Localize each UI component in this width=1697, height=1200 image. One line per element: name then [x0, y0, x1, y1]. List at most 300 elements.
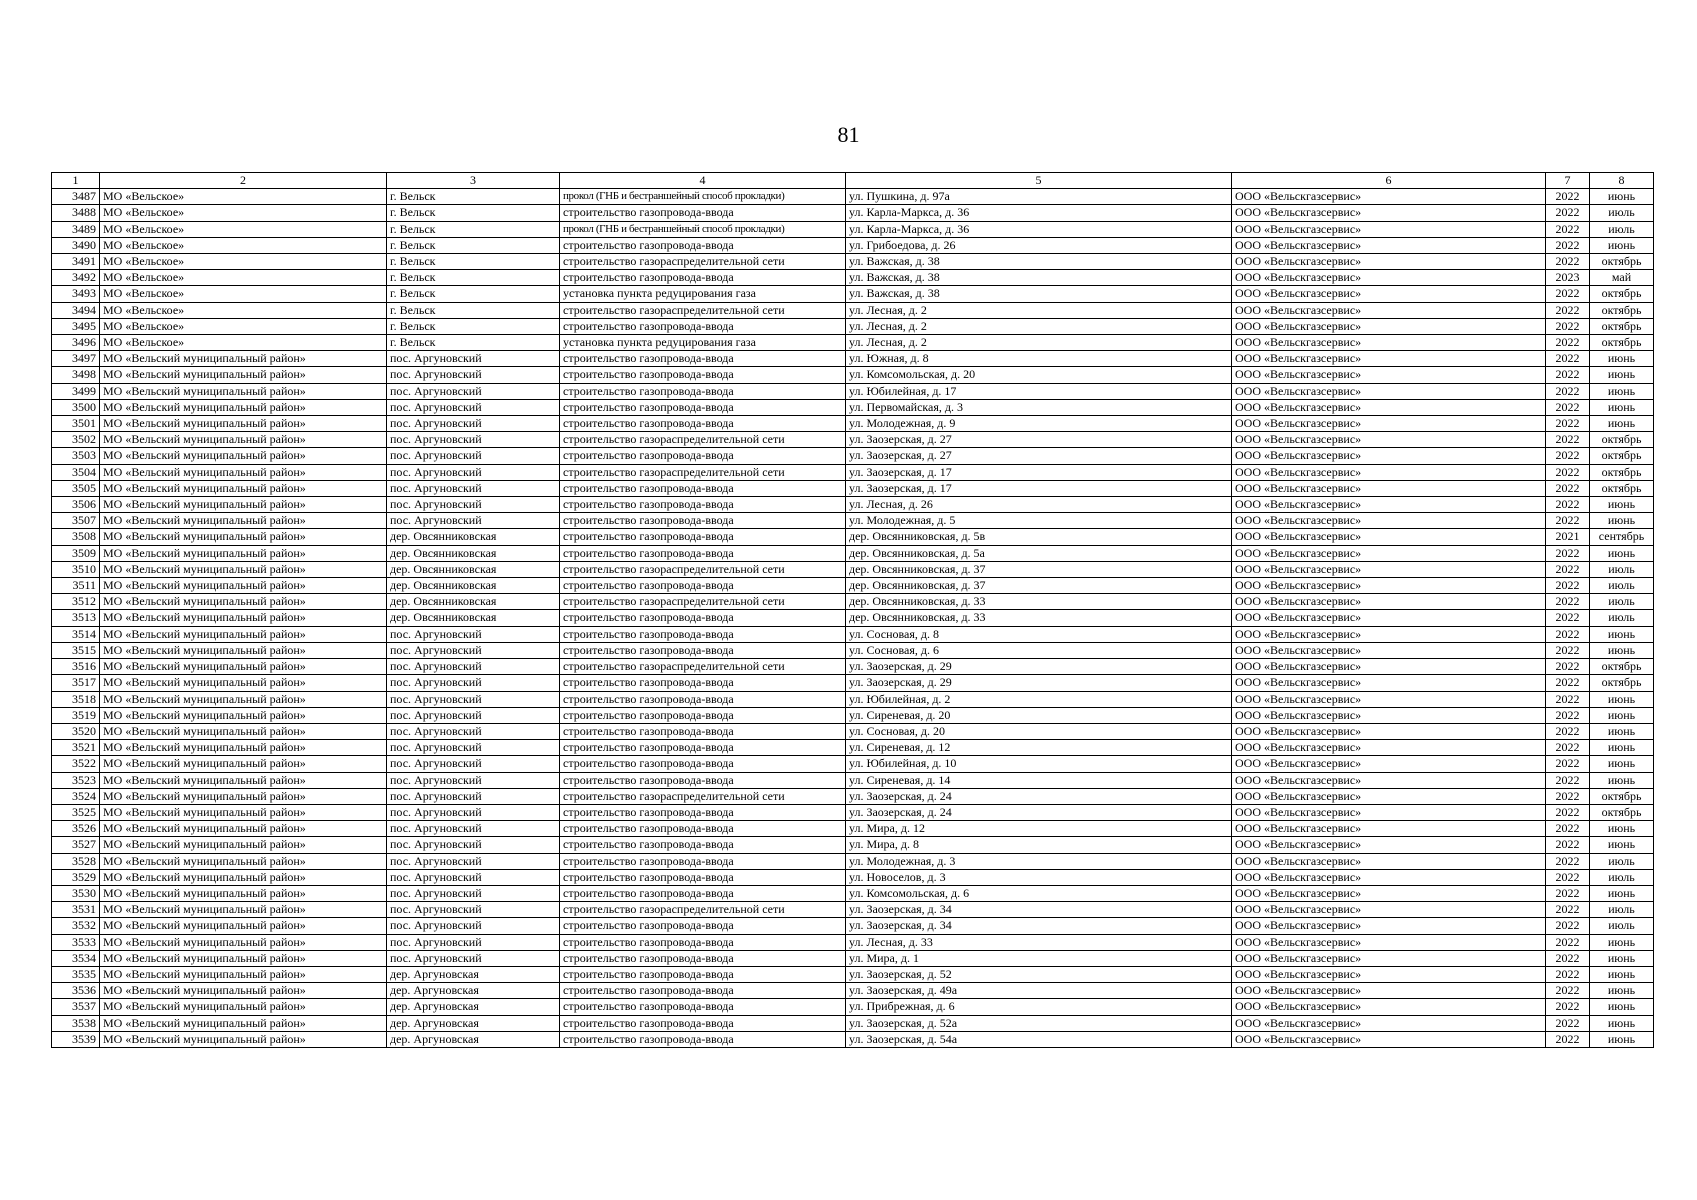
row-number-cell: 3511	[52, 578, 100, 594]
month-cell: июнь	[1590, 983, 1654, 999]
municipality-cell: МО «Вельский муниципальный район»	[100, 772, 387, 788]
year-cell: 2022	[1546, 902, 1590, 918]
table-row	[52, 902, 1654, 918]
municipality-cell: МО «Вельский муниципальный район»	[100, 821, 387, 837]
table-row	[52, 642, 1654, 658]
municipality-cell: МО «Вельский муниципальный район»	[100, 610, 387, 626]
contractor-cell: ООО «Вельскгазсервис»	[1232, 756, 1546, 772]
work-type-cell: строительство газопровода-ввода	[560, 950, 846, 966]
row-number-cell: 3525	[52, 804, 100, 820]
row-number-cell: 3501	[52, 416, 100, 432]
year-cell: 2022	[1546, 966, 1590, 982]
year-cell: 2022	[1546, 675, 1590, 691]
month-cell: сентябрь	[1590, 529, 1654, 545]
address-cell: ул. Мира, д. 12	[846, 821, 1232, 837]
work-type-cell: строительство газораспределительной сети	[560, 594, 846, 610]
row-number-cell: 3522	[52, 756, 100, 772]
settlement-cell: пос. Аргуновский	[387, 772, 560, 788]
municipality-cell: МО «Вельский муниципальный район»	[100, 351, 387, 367]
address-cell: ул. Лесная, д. 2	[846, 302, 1232, 318]
contractor-cell: ООО «Вельскгазсервис»	[1232, 529, 1546, 545]
address-cell: ул. Прибрежная, д. 6	[846, 999, 1232, 1015]
work-type-cell: строительство газопровода-ввода	[560, 740, 846, 756]
month-cell: июнь	[1590, 999, 1654, 1015]
table-row	[52, 610, 1654, 626]
address-cell: дер. Овсянниковская, д. 5а	[846, 545, 1232, 561]
work-type-cell: установка пункта редуцирования газа	[560, 286, 846, 302]
municipality-cell: МО «Вельское»	[100, 270, 387, 286]
work-type-cell: строительство газопровода-ввода	[560, 480, 846, 496]
table-row	[52, 659, 1654, 675]
year-cell: 2022	[1546, 237, 1590, 253]
row-number-cell: 3521	[52, 740, 100, 756]
contractor-cell: ООО «Вельскгазсервис»	[1232, 950, 1546, 966]
contractor-cell: ООО «Вельскгазсервис»	[1232, 885, 1546, 901]
work-type-cell: строительство газопровода-ввода	[560, 691, 846, 707]
table-row	[52, 999, 1654, 1015]
settlement-cell: пос. Аргуновский	[387, 740, 560, 756]
contractor-cell: ООО «Вельскгазсервис»	[1232, 869, 1546, 885]
address-cell: ул. Важская, д. 38	[846, 254, 1232, 270]
table-row	[52, 335, 1654, 351]
work-type-cell: строительство газопровода-ввода	[560, 837, 846, 853]
address-cell: ул. Новоселов, д. 3	[846, 869, 1232, 885]
work-type-cell: строительство газораспределительной сети	[560, 561, 846, 577]
month-cell: июль	[1590, 594, 1654, 610]
table-row	[52, 497, 1654, 513]
contractor-cell: ООО «Вельскгазсервис»	[1232, 610, 1546, 626]
settlement-cell: г. Вельск	[387, 205, 560, 221]
contractor-cell: ООО «Вельскгазсервис»	[1232, 237, 1546, 253]
month-cell: июнь	[1590, 691, 1654, 707]
month-cell: октябрь	[1590, 659, 1654, 675]
municipality-cell: МО «Вельский муниципальный район»	[100, 756, 387, 772]
month-cell: июнь	[1590, 885, 1654, 901]
month-cell: июнь	[1590, 383, 1654, 399]
settlement-cell: пос. Аргуновский	[387, 918, 560, 934]
work-type-cell: строительство газопровода-ввода	[560, 270, 846, 286]
work-type-cell: строительство газопровода-ввода	[560, 885, 846, 901]
row-number-cell: 3534	[52, 950, 100, 966]
row-number-cell: 3516	[52, 659, 100, 675]
month-cell: май	[1590, 270, 1654, 286]
table-row	[52, 189, 1654, 205]
month-cell: июль	[1590, 221, 1654, 237]
work-type-cell: строительство газопровода-ввода	[560, 934, 846, 950]
address-cell: ул. Молодежная, д. 5	[846, 513, 1232, 529]
address-cell: ул. Комсомольская, д. 20	[846, 367, 1232, 383]
month-cell: июнь	[1590, 1015, 1654, 1031]
month-cell: октябрь	[1590, 788, 1654, 804]
row-number-cell: 3532	[52, 918, 100, 934]
row-number-cell: 3492	[52, 270, 100, 286]
contractor-cell: ООО «Вельскгазсервис»	[1232, 432, 1546, 448]
contractor-cell: ООО «Вельскгазсервис»	[1232, 270, 1546, 286]
table-row	[52, 675, 1654, 691]
row-number-cell: 3493	[52, 286, 100, 302]
month-cell: октябрь	[1590, 432, 1654, 448]
municipality-cell: МО «Вельский муниципальный район»	[100, 432, 387, 448]
settlement-cell: дер. Аргуновская	[387, 999, 560, 1015]
settlement-cell: пос. Аргуновский	[387, 934, 560, 950]
municipality-cell: МО «Вельский муниципальный район»	[100, 723, 387, 739]
row-number-cell: 3489	[52, 221, 100, 237]
table-row	[52, 205, 1654, 221]
address-cell: ул. Заозерская, д. 29	[846, 659, 1232, 675]
row-number-cell: 3498	[52, 367, 100, 383]
settlement-cell: пос. Аргуновский	[387, 756, 560, 772]
table-row	[52, 254, 1654, 270]
work-type-cell: строительство газопровода-ввода	[560, 497, 846, 513]
work-type-cell: строительство газопровода-ввода	[560, 1015, 846, 1031]
address-cell: ул. Сосновая, д. 6	[846, 642, 1232, 658]
row-number-cell: 3539	[52, 1031, 100, 1047]
month-cell: июнь	[1590, 497, 1654, 513]
row-number-cell: 3514	[52, 626, 100, 642]
month-cell: октябрь	[1590, 318, 1654, 334]
address-cell: ул. Первомайская, д. 3	[846, 399, 1232, 415]
municipality-cell: МО «Вельский муниципальный район»	[100, 1015, 387, 1031]
settlement-cell: г. Вельск	[387, 318, 560, 334]
contractor-cell: ООО «Вельскгазсервис»	[1232, 934, 1546, 950]
work-type-cell: строительство газопровода-ввода	[560, 448, 846, 464]
contractor-cell: ООО «Вельскгазсервис»	[1232, 740, 1546, 756]
work-type-cell: строительство газораспределительной сети	[560, 302, 846, 318]
row-number-cell: 3524	[52, 788, 100, 804]
row-number-cell: 3520	[52, 723, 100, 739]
month-cell: июль	[1590, 869, 1654, 885]
year-cell: 2022	[1546, 302, 1590, 318]
address-cell: ул. Сиреневая, д. 20	[846, 707, 1232, 723]
address-cell: ул. Заозерская, д. 24	[846, 788, 1232, 804]
year-cell: 2022	[1546, 383, 1590, 399]
address-cell: ул. Заозерская, д. 27	[846, 432, 1232, 448]
table-row	[52, 918, 1654, 934]
table-row	[52, 367, 1654, 383]
contractor-cell: ООО «Вельскгазсервис»	[1232, 723, 1546, 739]
month-cell: июнь	[1590, 351, 1654, 367]
settlement-cell: пос. Аргуновский	[387, 804, 560, 820]
work-type-cell: строительство газопровода-ввода	[560, 675, 846, 691]
municipality-cell: МО «Вельский муниципальный район»	[100, 885, 387, 901]
contractor-cell: ООО «Вельскгазсервис»	[1232, 966, 1546, 982]
settlement-cell: пос. Аргуновский	[387, 869, 560, 885]
year-cell: 2022	[1546, 367, 1590, 383]
contractor-cell: ООО «Вельскгазсервис»	[1232, 497, 1546, 513]
work-type-cell: строительство газораспределительной сети	[560, 659, 846, 675]
municipality-cell: МО «Вельский муниципальный район»	[100, 788, 387, 804]
gasification-table	[51, 172, 1654, 1048]
month-cell: июнь	[1590, 1031, 1654, 1047]
month-cell: июнь	[1590, 189, 1654, 205]
municipality-cell: МО «Вельский муниципальный район»	[100, 626, 387, 642]
contractor-cell: ООО «Вельскгазсервис»	[1232, 626, 1546, 642]
settlement-cell: пос. Аргуновский	[387, 950, 560, 966]
address-cell: ул. Заозерская, д. 49а	[846, 983, 1232, 999]
work-type-cell: строительство газопровода-ввода	[560, 351, 846, 367]
column-header: 7	[1546, 173, 1590, 189]
address-cell: ул. Заозерская, д. 34	[846, 902, 1232, 918]
year-cell: 2022	[1546, 351, 1590, 367]
contractor-cell: ООО «Вельскгазсервис»	[1232, 804, 1546, 820]
contractor-cell: ООО «Вельскгазсервис»	[1232, 302, 1546, 318]
municipality-cell: МО «Вельский муниципальный район»	[100, 545, 387, 561]
year-cell: 2022	[1546, 821, 1590, 837]
year-cell: 2022	[1546, 545, 1590, 561]
year-cell: 2022	[1546, 561, 1590, 577]
table-row	[52, 480, 1654, 496]
row-number-cell: 3500	[52, 399, 100, 415]
contractor-cell: ООО «Вельскгазсервис»	[1232, 464, 1546, 480]
year-cell: 2022	[1546, 1015, 1590, 1031]
month-cell: июнь	[1590, 772, 1654, 788]
row-number-cell: 3527	[52, 837, 100, 853]
month-cell: июнь	[1590, 707, 1654, 723]
contractor-cell: ООО «Вельскгазсервис»	[1232, 772, 1546, 788]
table-row	[52, 869, 1654, 885]
row-number-cell: 3499	[52, 383, 100, 399]
year-cell: 2022	[1546, 497, 1590, 513]
year-cell: 2022	[1546, 1031, 1590, 1047]
month-cell: октябрь	[1590, 254, 1654, 270]
address-cell: ул. Грибоедова, д. 26	[846, 237, 1232, 253]
row-number-cell: 3531	[52, 902, 100, 918]
work-type-cell: строительство газопровода-ввода	[560, 966, 846, 982]
contractor-cell: ООО «Вельскгазсервис»	[1232, 448, 1546, 464]
contractor-cell: ООО «Вельскгазсервис»	[1232, 254, 1546, 270]
municipality-cell: МО «Вельское»	[100, 254, 387, 270]
table-row	[52, 561, 1654, 577]
address-cell: ул. Важская, д. 38	[846, 270, 1232, 286]
year-cell: 2023	[1546, 270, 1590, 286]
contractor-cell: ООО «Вельскгазсервис»	[1232, 318, 1546, 334]
month-cell: июль	[1590, 902, 1654, 918]
table-row	[52, 448, 1654, 464]
column-header: 1	[52, 173, 100, 189]
settlement-cell: пос. Аргуновский	[387, 626, 560, 642]
row-number-cell: 3490	[52, 237, 100, 253]
row-number-cell: 3503	[52, 448, 100, 464]
work-type-cell: строительство газопровода-ввода	[560, 383, 846, 399]
address-cell: ул. Лесная, д. 33	[846, 934, 1232, 950]
settlement-cell: пос. Аргуновский	[387, 902, 560, 918]
table-row	[52, 578, 1654, 594]
contractor-cell: ООО «Вельскгазсервис»	[1232, 367, 1546, 383]
municipality-cell: МО «Вельский муниципальный район»	[100, 594, 387, 610]
work-type-cell: строительство газопровода-ввода	[560, 772, 846, 788]
table-row	[52, 821, 1654, 837]
settlement-cell: пос. Аргуновский	[387, 383, 560, 399]
table-row	[52, 788, 1654, 804]
month-cell: июль	[1590, 561, 1654, 577]
year-cell: 2022	[1546, 788, 1590, 804]
month-cell: июнь	[1590, 367, 1654, 383]
row-number-cell: 3513	[52, 610, 100, 626]
month-cell: октябрь	[1590, 286, 1654, 302]
municipality-cell: МО «Вельский муниципальный район»	[100, 869, 387, 885]
contractor-cell: ООО «Вельскгазсервис»	[1232, 659, 1546, 675]
address-cell: дер. Овсянниковская, д. 37	[846, 561, 1232, 577]
column-header: 8	[1590, 173, 1654, 189]
year-cell: 2022	[1546, 723, 1590, 739]
work-type-cell: строительство газопровода-ввода	[560, 610, 846, 626]
year-cell: 2022	[1546, 464, 1590, 480]
address-cell: ул. Карла-Маркса, д. 36	[846, 205, 1232, 221]
work-type-cell: строительство газопровода-ввода	[560, 918, 846, 934]
row-number-cell: 3488	[52, 205, 100, 221]
row-number-cell: 3502	[52, 432, 100, 448]
contractor-cell: ООО «Вельскгазсервис»	[1232, 691, 1546, 707]
contractor-cell: ООО «Вельскгазсервис»	[1232, 788, 1546, 804]
municipality-cell: МО «Вельский муниципальный район»	[100, 853, 387, 869]
settlement-cell: г. Вельск	[387, 221, 560, 237]
settlement-cell: пос. Аргуновский	[387, 659, 560, 675]
work-type-cell: строительство газопровода-ввода	[560, 318, 846, 334]
work-type-cell: строительство газопровода-ввода	[560, 804, 846, 820]
address-cell: ул. Лесная, д. 26	[846, 497, 1232, 513]
municipality-cell: МО «Вельский муниципальный район»	[100, 383, 387, 399]
month-cell: июнь	[1590, 966, 1654, 982]
year-cell: 2022	[1546, 983, 1590, 999]
work-type-cell: строительство газопровода-ввода	[560, 545, 846, 561]
address-cell: ул. Заозерская, д. 54а	[846, 1031, 1232, 1047]
work-type-cell: строительство газопровода-ввода	[560, 399, 846, 415]
address-cell: ул. Юбилейная, д. 10	[846, 756, 1232, 772]
settlement-cell: г. Вельск	[387, 254, 560, 270]
municipality-cell: МО «Вельское»	[100, 286, 387, 302]
work-type-cell: прокол (ГНБ и бестраншейный способ прокладки)	[560, 189, 846, 205]
row-number-cell: 3515	[52, 642, 100, 658]
address-cell: ул. Заозерская, д. 34	[846, 918, 1232, 934]
address-cell: ул. Юбилейная, д. 17	[846, 383, 1232, 399]
settlement-cell: г. Вельск	[387, 270, 560, 286]
month-cell: октябрь	[1590, 675, 1654, 691]
year-cell: 2022	[1546, 480, 1590, 496]
municipality-cell: МО «Вельский муниципальный район»	[100, 464, 387, 480]
month-cell: июль	[1590, 918, 1654, 934]
municipality-cell: МО «Вельский муниципальный район»	[100, 691, 387, 707]
year-cell: 2022	[1546, 416, 1590, 432]
row-number-cell: 3507	[52, 513, 100, 529]
contractor-cell: ООО «Вельскгазсервис»	[1232, 335, 1546, 351]
contractor-cell: ООО «Вельскгазсервис»	[1232, 821, 1546, 837]
table-row	[52, 513, 1654, 529]
settlement-cell: г. Вельск	[387, 335, 560, 351]
municipality-cell: МО «Вельское»	[100, 335, 387, 351]
year-cell: 2022	[1546, 707, 1590, 723]
contractor-cell: ООО «Вельскгазсервис»	[1232, 918, 1546, 934]
municipality-cell: МО «Вельский муниципальный район»	[100, 966, 387, 982]
month-cell: июль	[1590, 610, 1654, 626]
settlement-cell: пос. Аргуновский	[387, 723, 560, 739]
contractor-cell: ООО «Вельскгазсервис»	[1232, 578, 1546, 594]
contractor-cell: ООО «Вельскгазсервис»	[1232, 642, 1546, 658]
municipality-cell: МО «Вельский муниципальный район»	[100, 416, 387, 432]
year-cell: 2022	[1546, 804, 1590, 820]
address-cell: ул. Лесная, д. 2	[846, 335, 1232, 351]
municipality-cell: МО «Вельское»	[100, 302, 387, 318]
contractor-cell: ООО «Вельскгазсервис»	[1232, 853, 1546, 869]
municipality-cell: МО «Вельский муниципальный район»	[100, 399, 387, 415]
address-cell: ул. Заозерская, д. 52а	[846, 1015, 1232, 1031]
year-cell: 2022	[1546, 756, 1590, 772]
contractor-cell: ООО «Вельскгазсервис»	[1232, 221, 1546, 237]
month-cell: октябрь	[1590, 302, 1654, 318]
settlement-cell: пос. Аргуновский	[387, 885, 560, 901]
municipality-cell: МО «Вельский муниципальный район»	[100, 513, 387, 529]
settlement-cell: пос. Аргуновский	[387, 367, 560, 383]
municipality-cell: МО «Вельское»	[100, 221, 387, 237]
municipality-cell: МО «Вельский муниципальный район»	[100, 707, 387, 723]
table-row	[52, 934, 1654, 950]
address-cell: ул. Мира, д. 8	[846, 837, 1232, 853]
work-type-cell: строительство газораспределительной сети	[560, 432, 846, 448]
contractor-cell: ООО «Вельскгазсервис»	[1232, 594, 1546, 610]
work-type-cell: строительство газопровода-ввода	[560, 707, 846, 723]
municipality-cell: МО «Вельский муниципальный район»	[100, 675, 387, 691]
work-type-cell: строительство газопровода-ввода	[560, 642, 846, 658]
year-cell: 2022	[1546, 399, 1590, 415]
municipality-cell: МО «Вельский муниципальный район»	[100, 448, 387, 464]
table-row	[52, 966, 1654, 982]
settlement-cell: дер. Аргуновская	[387, 1015, 560, 1031]
table-row	[52, 399, 1654, 415]
settlement-cell: пос. Аргуновский	[387, 675, 560, 691]
settlement-cell: г. Вельск	[387, 237, 560, 253]
year-cell: 2022	[1546, 918, 1590, 934]
year-cell: 2022	[1546, 934, 1590, 950]
work-type-cell: прокол (ГНБ и бестраншейный способ прокладки)	[560, 221, 846, 237]
row-number-cell: 3519	[52, 707, 100, 723]
work-type-cell: строительство газопровода-ввода	[560, 529, 846, 545]
month-cell: июнь	[1590, 513, 1654, 529]
municipality-cell: МО «Вельский муниципальный район»	[100, 804, 387, 820]
row-number-cell: 3487	[52, 189, 100, 205]
settlement-cell: пос. Аргуновский	[387, 416, 560, 432]
year-cell: 2022	[1546, 448, 1590, 464]
year-cell: 2021	[1546, 529, 1590, 545]
year-cell: 2022	[1546, 594, 1590, 610]
settlement-cell: пос. Аргуновский	[387, 399, 560, 415]
settlement-cell: дер. Овсянниковская	[387, 578, 560, 594]
work-type-cell: строительство газопровода-ввода	[560, 626, 846, 642]
table-header-row	[52, 173, 1654, 189]
row-number-cell: 3491	[52, 254, 100, 270]
row-number-cell: 3530	[52, 885, 100, 901]
row-number-cell: 3526	[52, 821, 100, 837]
municipality-cell: МО «Вельский муниципальный район»	[100, 497, 387, 513]
table-row	[52, 772, 1654, 788]
contractor-cell: ООО «Вельскгазсервис»	[1232, 383, 1546, 399]
work-type-cell: строительство газопровода-ввода	[560, 416, 846, 432]
municipality-cell: МО «Вельский муниципальный район»	[100, 561, 387, 577]
column-header: 2	[100, 173, 387, 189]
address-cell: ул. Заозерская, д. 24	[846, 804, 1232, 820]
month-cell: октябрь	[1590, 804, 1654, 820]
year-cell: 2022	[1546, 853, 1590, 869]
settlement-cell: пос. Аргуновский	[387, 642, 560, 658]
municipality-cell: МО «Вельский муниципальный район»	[100, 480, 387, 496]
table-row	[52, 464, 1654, 480]
municipality-cell: МО «Вельский муниципальный район»	[100, 950, 387, 966]
settlement-cell: пос. Аргуновский	[387, 821, 560, 837]
work-type-cell: строительство газопровода-ввода	[560, 853, 846, 869]
settlement-cell: пос. Аргуновский	[387, 351, 560, 367]
address-cell: ул. Молодежная, д. 3	[846, 853, 1232, 869]
table-row	[52, 1031, 1654, 1047]
row-number-cell: 3510	[52, 561, 100, 577]
contractor-cell: ООО «Вельскгазсервис»	[1232, 416, 1546, 432]
